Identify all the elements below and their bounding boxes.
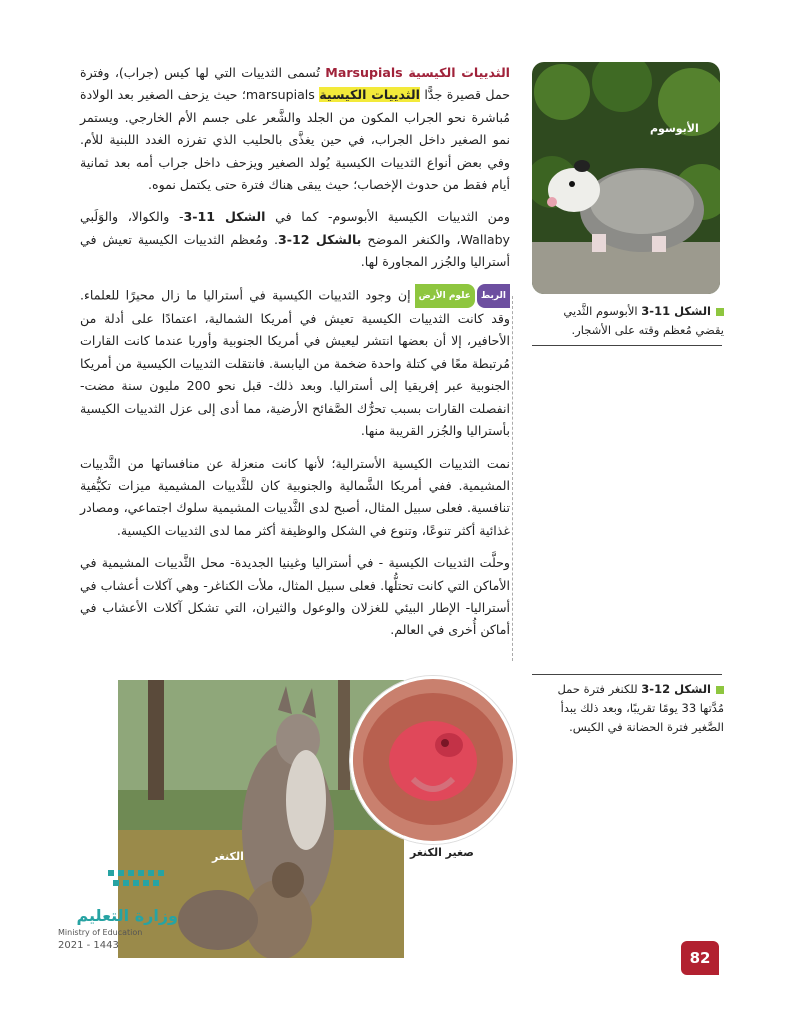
opossum-caption — [532, 302, 724, 340]
paragraph-replacement: وحلَّت الثدييات الكيسية - في أستراليا وغينيا الجديدة- محل الثَّدييات المشيمية في الأماكن التي كانت تحتلُّها. فعلى سبيل المثال، ملأت الكناغر- وهي آكلات أعشاب في أستراليا- الإطار البيئي للغزلان والوعول والثيران، التي تشكل آكلات الأعشاب في أماكن أُخرى في العالم. — [80, 555, 510, 638]
caption-figure-number: الشكل 11-3 — [641, 304, 711, 318]
caption-overline — [532, 674, 722, 675]
page-number-badge: 82 — [681, 941, 719, 975]
term-marsupials: الثدييات الكيسية Marsupials — [325, 65, 510, 80]
caption-bullet-icon — [716, 686, 724, 694]
caption-figure-number: الشكل 12-3 — [641, 682, 711, 696]
figure-ref-12-3: بالشكل 12-3 — [277, 231, 362, 247]
paragraph-examples — [80, 206, 510, 273]
opossum-photo — [532, 62, 720, 294]
ministry-name-ar: وزارة التعليم — [76, 906, 178, 925]
earth-science-badge-label: علوم الأرض — [415, 284, 475, 308]
text-run: - والكوالا، والوَلَبي Wallaby، والكنغر الموضح — [80, 209, 511, 247]
earth-science-link-badge — [415, 284, 510, 308]
kangaroo-caption — [532, 680, 724, 737]
opossum-label: الأبوسوم — [650, 122, 699, 135]
text-run: . ومُعظم الثدييات الكيسية تعيش في أستراليا والجُزر المجاورة لها. — [80, 231, 510, 270]
text-run: تُسمى الثدييات التي لها كيس (جراب)، وفترة حمل قصيرة جدًّا — [80, 65, 511, 103]
text-run: ومن الثدييات الكيسية الأبوسوم- كما في — [265, 209, 511, 225]
figure-ref-11-3: الشكل 11-3 — [183, 209, 266, 225]
ministry-logo — [58, 866, 218, 956]
paragraph-australian-marsupials: نمت الثدييات الكيسية الأسترالية؛ لأنها كانت منعزلة عن منافساتها من الثَّدييات المشيمية. ففي أمريكا الشَّمالية والجنوبية كان للثَّدييات المشيمية ميزات تكيُّفية تنافسية. فعلى سبيل المثال، أصبح لدى الثَّدييات المشيمية سلوك اجتماعي، ومصادر غذائية أكثر تنوعًا، وتنوع في الشكل والوظيفة أكثر مما لدى الثدييات الكيسية. — [80, 455, 510, 538]
caption-text: الأبوسوم الثَّديي يقضي مُعظم وقته على الأشجار. — [563, 304, 724, 337]
caption-bullet-icon — [716, 308, 724, 316]
caption-text: للكنغر فترة حمل مُدَّتها 33 يومًا تقريبًا، وبعد ذلك يبدأ الصَّغير فترة الحضانة في الكيس. — [557, 682, 724, 734]
main-text-column — [80, 62, 510, 652]
ministry-emblem-icon — [98, 866, 218, 906]
kangaroo-label: الكنغر — [212, 850, 244, 863]
paragraph-earth-science-link — [80, 284, 510, 443]
column-divider — [512, 296, 513, 661]
caption-underline — [532, 345, 722, 346]
highlighted-term: الثدييات الكيسية — [319, 87, 420, 103]
text-run: marsupials؛ حيث يزحف الصغير بعد الولادة مُباشرة نحو الجراب المكون من الجلد والشَّعر على جسم الأم الخارجي. ويستمر نمو الصغير داخل الجراب، في حين يغذَّى بالحليب الذي تفرزه الغدد اللبنية للأم. وفي بعض أنواع الثدييات الكيسية يُولد الصغير ويزحف داخل جراب أمه بعد ثمانية أيام فقط من حدوث الإخصاب؛ حيث يبقى هناك فترة حتى يكتمل نموه. — [80, 87, 510, 193]
link-badge-label: الربط — [477, 284, 510, 308]
joey-label: صغير الكنغر — [410, 846, 474, 859]
ministry-name-en: Ministry of Education — [58, 928, 143, 937]
opossum-illustration — [532, 62, 720, 294]
joey-inset-photo — [350, 676, 516, 844]
edition-year: 2021 - 1443 — [58, 940, 119, 951]
paragraph-marsupials-definition — [80, 62, 510, 196]
text-run: إن وجود الثدييات الكيسية في أستراليا ما زال محيرًا للعلماء. وقد كانت الثدييات الكيسية تعيش في أمريكا الشمالية، اعتمادًا على أدلة من الأحافير، إلا أن بعضها انتشر ليعيش في أمريكا الجنوبية وأوربا عندما كانت القارات مُرتبطة معًا في كتلة واحدة ضخمة من اليابسة. فانتقلت الثدييات الكيسية من أمريكا الجنوبية عبر إفريقيا إلى أستراليا. وبعد ذلك- قبل نحو 200 مليون سنة مضت- انفصلت القارات بسبب تحرُّك الصَّفائح الأرضية، مما أدى إلى عزل الثدييات الكيسية بأستراليا والجُزر القريبة منها. — [80, 287, 510, 439]
joey-illustration — [353, 679, 513, 841]
